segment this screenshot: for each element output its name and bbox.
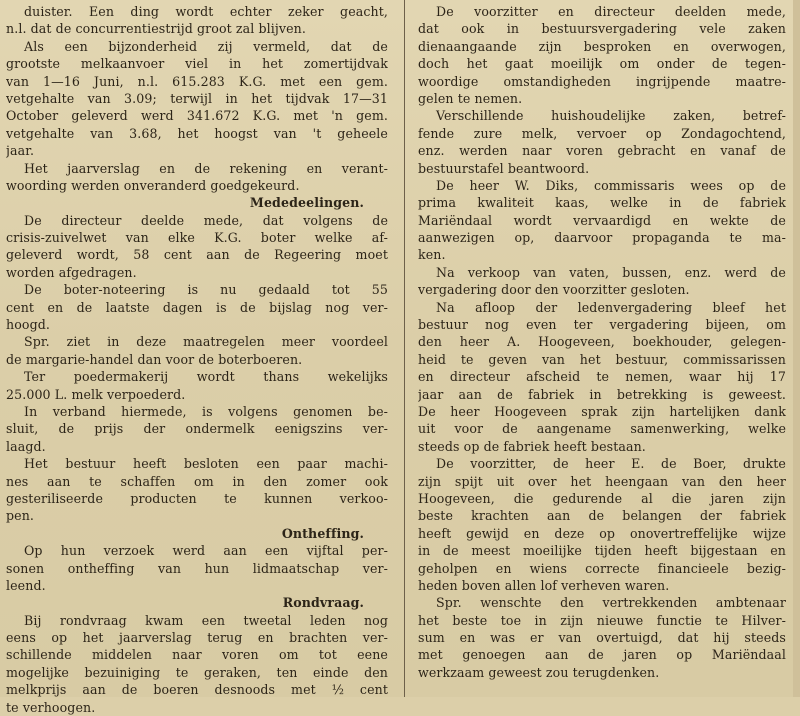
paragraph [418, 177, 786, 264]
right-column [418, 3, 786, 681]
text-line: cent en de laatste dagen is de bijslag nog ver- [6, 299, 388, 315]
paragraph [6, 212, 388, 282]
paragraph [6, 542, 388, 594]
paragraph [418, 264, 786, 299]
text-line: den heer A. Hoogeveen, boekhouder, gelegen- [418, 334, 786, 350]
text-line: nes aan te schaffen om in den zomer ook [6, 473, 388, 489]
text-line: eens op het jaarverslag terug en brachten ver- [6, 630, 388, 646]
text-line: vetgehalte van 3.09; terwijl in het tijdvak 17—31 [6, 90, 388, 106]
text-line: vergadering door den voorzitter gesloten. [418, 282, 690, 298]
paragraph [6, 403, 388, 455]
text-line: de margarie-handel dan voor de boterboeren. [6, 351, 303, 367]
text-line: Het bestuur heeft besloten een paar machi- [24, 456, 388, 472]
text-line: Spr. ziet in deze maatregelen meer voordeel [24, 334, 388, 350]
text-line: gesteriliseerde producten te kunnen verkoo- [6, 490, 388, 506]
text-line: laagd. [6, 438, 46, 454]
text-line: woording werden onveranderd goedgekeurd. [6, 177, 300, 193]
text-line: De heer W. Diks, commissaris wees op de [436, 177, 786, 193]
text-line: dat ook in bestuursvergadering vele zaken [418, 21, 786, 37]
text-line: ken. [418, 247, 446, 263]
column-divider [404, 0, 405, 697]
text-line: bestuurstafel beantwoord. [418, 160, 590, 176]
section-heading: Rondvraag. [282, 595, 364, 611]
text-line: De directeur deelde mede, dat volgens de [24, 212, 388, 228]
text-line: De heer Hoogeveen sprak zijn hartelijken dank [418, 403, 786, 419]
text-line: Hoogeveen, die gedurende al die jaren zijn [418, 490, 786, 506]
text-line: crisis-zuivelwet van elke K.G. boter welke af- [6, 230, 388, 246]
text-line: n.l. dat de concurrentiestrijd groot zal blijven. [6, 21, 306, 37]
text-line: Het jaarverslag en de rekening en verant- [24, 160, 388, 176]
text-line: van 1—16 Juni, n.l. 615.283 K.G. met een gem. [6, 73, 388, 89]
text-line: enz. werden naar voren gebracht en vanaf de [418, 143, 786, 159]
text-line: jaar. [6, 143, 35, 159]
text-line: leend. [6, 577, 46, 593]
text-line: en directeur afscheid te nemen, waar hij 17 [418, 369, 786, 385]
paragraph [6, 160, 388, 195]
text-line: steeds op de fabriek heeft bestaan. [418, 438, 646, 454]
section-heading: Mededeelingen. [249, 195, 364, 211]
text-line: De voorzitter, de heer E. de Boer, drukte [436, 456, 786, 472]
text-line: October geleverd werd 341.672 K.G. met 'n gem. [6, 108, 388, 124]
text-line: gelen te nemen. [418, 90, 523, 106]
text-line: duister. Een ding wordt echter zeker geacht, [24, 4, 388, 19]
text-line: Verschillende huishoudelijke zaken, betref- [436, 108, 786, 124]
text-line: doch het gaat moeilijk om onder de tegen- [418, 56, 786, 72]
text-line: prima kwaliteit kaas, welke in de fabriek [418, 195, 786, 211]
text-line: heid te geven van het bestuur, commissarissen [418, 351, 786, 367]
text-line: Als een bijzonderheid zij vermeld, dat de [24, 38, 388, 54]
text-line: fende zure melk, vervoer op Zondagochtend, [418, 125, 786, 141]
text-line: vetgehalte van 3.68, het hoogst van 't geheele [6, 125, 388, 141]
text-line: beste krachten aan de belangen der fabriek [418, 508, 786, 524]
text-line: met genoegen aan de jaren op Mariëndaal [418, 647, 786, 663]
text-line: hoogd. [6, 317, 51, 333]
paragraph [6, 455, 388, 525]
text-line: het beste toe in zijn nieuwe functie te Hilver- [418, 612, 786, 628]
text-line: dienaangaande zijn besproken en overwogen, [418, 38, 786, 54]
text-line: sum en was er van overtuigd, dat hij steeds [418, 630, 786, 646]
text-line: worden afgedragen. [6, 264, 137, 280]
text-line: Op hun verzoek werd aan een vijftal per- [24, 543, 388, 559]
paragraph [6, 368, 388, 403]
paragraph [6, 38, 388, 160]
text-line: uit voor de aangename samenwerking, welke [418, 421, 786, 437]
text-line: geholpen en wiens correcte financieele bezig- [418, 560, 786, 576]
text-line: in de meest moeilijke tijden heeft bijgestaan en [418, 543, 786, 559]
paragraph [6, 612, 388, 716]
text-line: Mariëndaal wordt vervaardigd en wekte de [418, 212, 786, 228]
text-line: grootste melkaanvoer viel in het zomertijdvak [6, 56, 388, 72]
text-line: schillende middelen naar voren om tot eene [6, 647, 388, 663]
paragraph [418, 3, 786, 107]
text-line: sonen ontheffing van hun lidmaatschap ver- [6, 560, 388, 576]
text-line: Bij rondvraag kwam een tweetal leden nog [24, 612, 388, 628]
text-line: sluit, de prijs der ondermelk eenigszins ver- [6, 421, 388, 437]
text-line: zijn spijt uit over het heengaan van den heer [418, 473, 786, 489]
text-line: bestuur nog even ter vergadering bijeen, om [418, 317, 786, 333]
text-line: Na verkoop van vaten, bussen, enz. werd de [436, 264, 786, 280]
text-line: aanwezigen op, daarvoor propaganda te ma- [418, 230, 786, 246]
text-line: Na afloop der ledenvergadering bleef het [436, 299, 786, 315]
text-line: De boter-noteering is nu gedaald tot 55 [24, 282, 388, 298]
paragraph [418, 594, 786, 681]
text-line: 25.000 L. melk verpoederd. [6, 386, 186, 402]
text-line: heeft gewijd en deze op onovertreffelijke wijze [418, 525, 786, 541]
text-line: Spr. wenschte den vertrekkenden ambtenaar [436, 595, 786, 611]
left-column [6, 3, 388, 716]
paragraph [418, 455, 786, 594]
paragraph [418, 107, 786, 177]
text-line: geleverd wordt, 58 cent aan de Regeering moet [6, 247, 388, 263]
page-edge [793, 0, 800, 697]
paragraph [6, 3, 388, 38]
text-line: jaar aan de fabriek in betrekking is geweest. [418, 386, 786, 402]
text-line: mogelijke bezuiniging te geraken, ten einde den [6, 664, 388, 680]
text-line: melkprijs aan de boeren desnoods met ½ cent [6, 682, 388, 698]
text-line: te verhoogen. [6, 699, 96, 715]
paragraph [6, 281, 388, 333]
text-line: heden boven allen lof verheven waren. [418, 577, 670, 593]
text-line: In verband hiermede, is volgens genomen be- [24, 403, 388, 419]
text-line: pen. [6, 508, 35, 524]
text-line: werkzaam geweest zou terugdenken. [418, 664, 660, 680]
text-line: woordige omstandigheden ingrijpende maatre- [418, 73, 786, 89]
paragraph [6, 333, 388, 368]
text-line: Ter poedermakerij wordt thans wekelijks [24, 369, 388, 385]
paragraph [418, 299, 786, 456]
text-line: De voorzitter en directeur deelden mede, [436, 4, 786, 19]
section-heading: Ontheffing. [281, 525, 364, 541]
